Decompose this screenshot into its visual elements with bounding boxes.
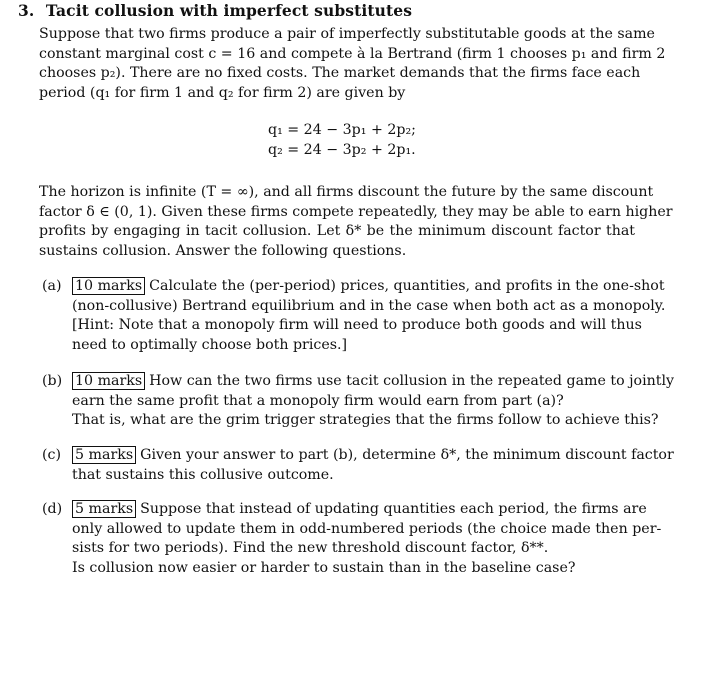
part-body bbox=[72, 372, 675, 431]
part-line bbox=[72, 277, 665, 297]
horizon-line: sustains collusion. Answer the following questions. bbox=[39, 243, 407, 260]
demand-equation-2: q₂ = 24 − 3p₂ + 2p₁. bbox=[268, 141, 416, 158]
question-heading bbox=[18, 1, 412, 20]
part-text: Calculate the (per-period) prices, quantities, and profits in the one-shot bbox=[149, 278, 665, 294]
intro-line: chooses p₂). There are no fixed costs. The market demands that the firms face each bbox=[39, 65, 641, 82]
part-line: Is collusion now easier or harder to sustain than in the baseline case? bbox=[72, 560, 576, 577]
part-line: only allowed to update them in odd-numbered periods (the choice made then per- bbox=[72, 520, 662, 537]
part-body bbox=[72, 500, 662, 579]
part-line bbox=[72, 500, 647, 520]
part-line: sists for two periods). Find the new threshold discount factor, δ**. bbox=[72, 540, 549, 557]
part-body bbox=[72, 277, 666, 356]
horizon-line: factor δ ∈ (0, 1). Given these firms compete repeatedly, they may be able to earn higher bbox=[39, 203, 673, 220]
demand-equation-1: q₁ = 24 − 3p₁ + 2p₂; bbox=[268, 122, 416, 138]
part-line bbox=[72, 446, 674, 466]
demand-equations bbox=[268, 121, 416, 161]
part-line: [Hint: Note that a monopoly firm will need to produce both goods and will thus bbox=[72, 317, 642, 334]
intro-line: constant marginal cost c = 16 and compete à la Bertrand (firm 1 chooses p₁ and firm 2 bbox=[39, 45, 666, 62]
part-line bbox=[72, 372, 675, 392]
horizon-line: profits by engaging in tacit collusion. Let δ* be the minimum discount factor that bbox=[39, 223, 635, 240]
part-label: (b) bbox=[42, 373, 63, 389]
part-text: Given your answer to part (b), determine δ*, the minimum discount factor bbox=[140, 447, 674, 463]
question-number: 3. bbox=[18, 1, 35, 20]
intro-paragraph bbox=[39, 25, 666, 104]
intro-line: Suppose that two firms produce a pair of imperfectly substitutable goods at the same bbox=[39, 26, 655, 42]
part-line: need to optimally choose both prices.] bbox=[72, 337, 348, 354]
part-line: (non-collusive) Bertrand equilibrium and in the case when both act as a monopoly. bbox=[72, 297, 666, 314]
part-label: (a) bbox=[42, 278, 62, 294]
part-line: earn the same profit that a monopoly firm would earn from part (a)? bbox=[72, 392, 564, 409]
question-title: Tacit collusion with imperfect substitutes bbox=[45, 1, 413, 20]
part-text: How can the two firms use tacit collusion in the repeated game to jointly bbox=[149, 373, 675, 389]
marks-box: 5 marks bbox=[72, 500, 136, 518]
marks-box: 10 marks bbox=[72, 372, 145, 390]
marks-box: 10 marks bbox=[72, 277, 145, 295]
part-label: (c) bbox=[42, 447, 62, 463]
part-label: (d) bbox=[42, 501, 63, 517]
horizon-paragraph bbox=[39, 183, 673, 262]
part-text: Suppose that instead of updating quantities each period, the firms are bbox=[140, 501, 647, 517]
part-line: That is, what are the grim trigger strategies that the firms follow to achieve this? bbox=[72, 412, 659, 429]
part-line: that sustains this collusive outcome. bbox=[72, 466, 334, 483]
marks-box: 5 marks bbox=[72, 446, 136, 464]
horizon-line: The horizon is infinite (T = ∞), and all firms discount the future by the same discount bbox=[39, 184, 654, 200]
intro-line: period (q₁ for firm 1 and q₂ for firm 2) are given by bbox=[39, 85, 406, 102]
part-body bbox=[72, 446, 674, 485]
